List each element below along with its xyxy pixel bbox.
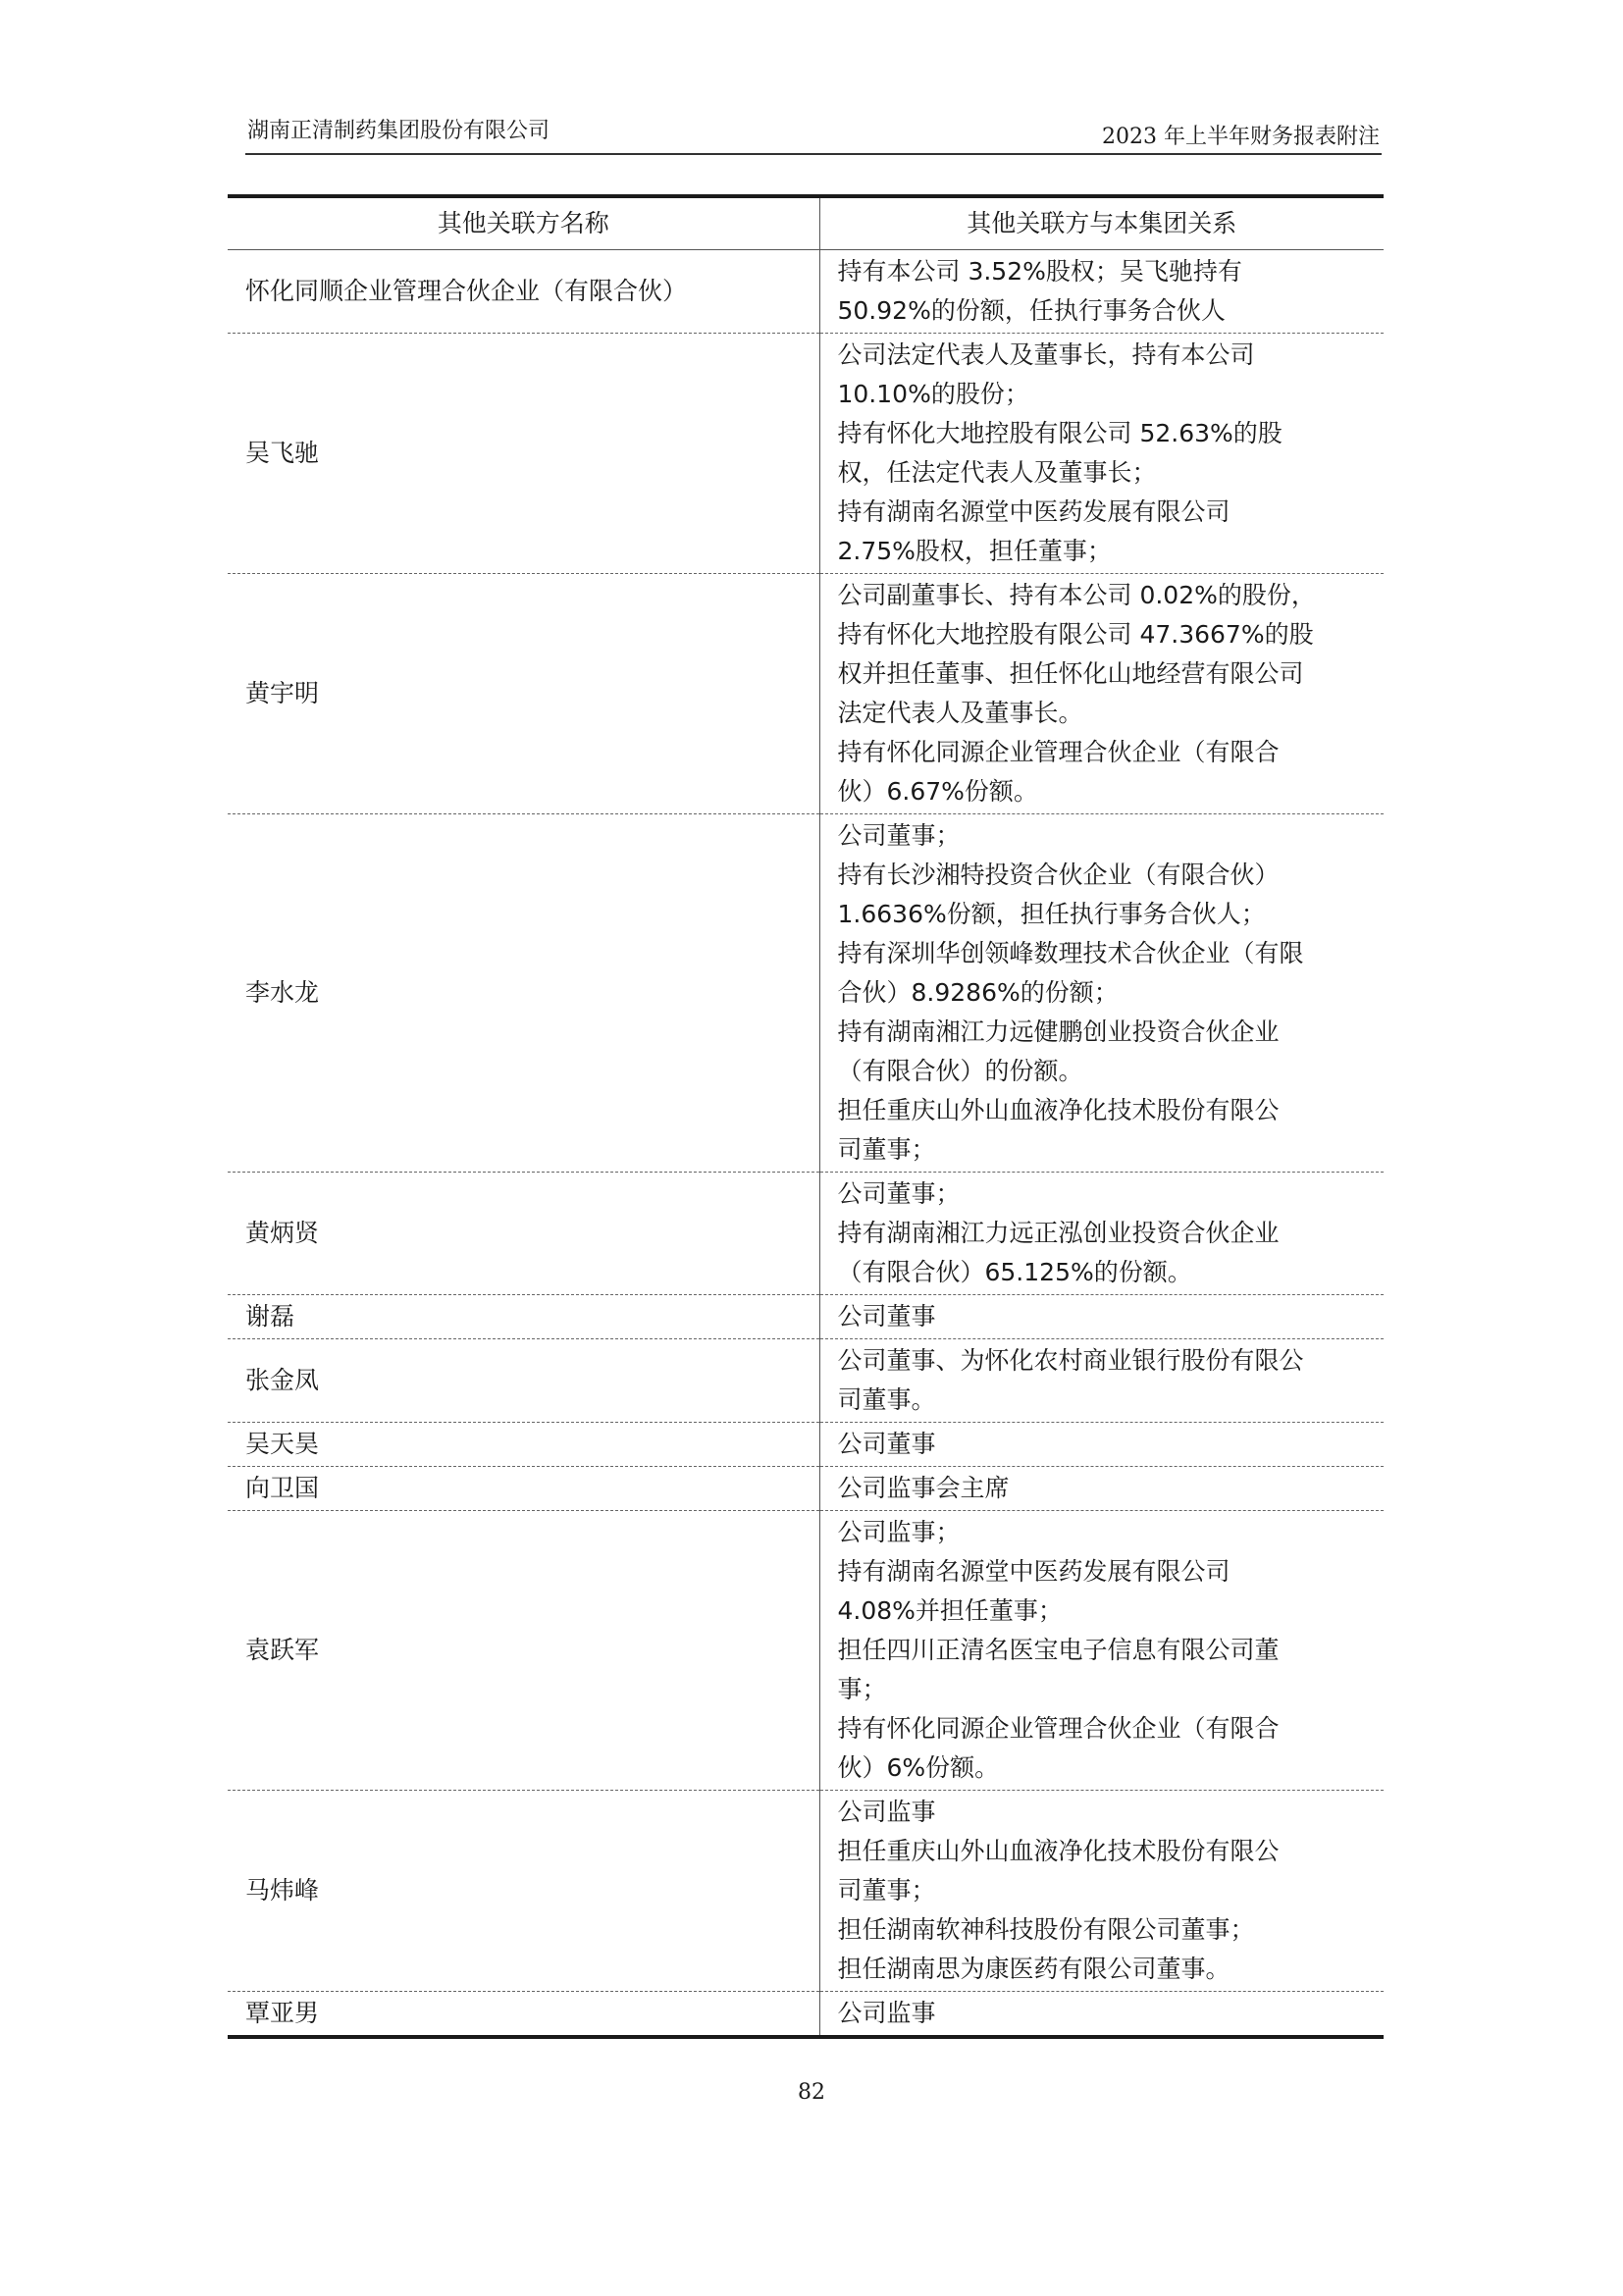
- relationship-line: 司董事。: [837, 1385, 936, 1414]
- relationship-line: 担任湖南软神科技股份有限公司董事；: [837, 1915, 1255, 1944]
- relationship-cell: [819, 334, 1384, 574]
- table-header-row: [228, 196, 1384, 250]
- relationship-line: 公司法定代表人及董事长，持有本公司: [837, 340, 1255, 369]
- column-header-relation: 其他关联方与本集团关系: [819, 196, 1384, 250]
- relationship-line: 持有怀化大地控股有限公司 47.3667%的股: [837, 620, 1314, 649]
- relationship-line: 4.08%并担任董事；: [837, 1596, 1063, 1625]
- related-party-name: 吴飞驰: [228, 334, 819, 574]
- relationship-cell: [819, 1467, 1384, 1511]
- relationship-line: 公司监事会主席: [837, 1474, 1010, 1502]
- relationship-line: 持有湖南湘江力远健鹏创业投资合伙企业: [837, 1018, 1280, 1046]
- page-header: [245, 108, 1382, 155]
- relationship-line: 50.92%的份额，任执行事务合伙人: [837, 296, 1226, 325]
- table-row: [228, 334, 1384, 574]
- relationship-line: 持有湖南名源堂中医药发展有限公司: [837, 497, 1230, 526]
- table-row: [228, 1467, 1384, 1511]
- relationship-line: 公司董事: [837, 1302, 936, 1331]
- relationship-line: 持有怀化同源企业管理合伙企业（有限合: [837, 1714, 1280, 1743]
- relationship-line: 持有湖南湘江力远正泓创业投资合伙企业: [837, 1219, 1280, 1247]
- relationship-cell: [819, 1511, 1384, 1791]
- relationship-line: 公司董事；: [837, 1179, 961, 1208]
- table-row: [228, 1992, 1384, 2038]
- relationship-line: 持有湖南名源堂中医药发展有限公司: [837, 1557, 1230, 1586]
- relationship-line: 持有本公司 3.52%股权；吴飞驰持有: [837, 257, 1242, 286]
- relationship-line: 公司副董事长、持有本公司 0.02%的股份，: [837, 581, 1316, 609]
- relationship-line: 伙）6%份额。: [837, 1753, 1000, 1782]
- relationship-line: 伙）6.67%份额。: [837, 777, 1038, 806]
- relationship-cell: [819, 814, 1384, 1173]
- relationship-cell: [819, 1791, 1384, 1992]
- relationship-line: 持有怀化同源企业管理合伙企业（有限合: [837, 738, 1280, 766]
- relationship-cell: [819, 1173, 1384, 1295]
- column-header-name: 其他关联方名称: [228, 196, 819, 250]
- relationship-line: （有限合伙）的份额。: [837, 1057, 1083, 1085]
- relationship-line: 司董事；: [837, 1135, 936, 1164]
- relationship-line: （有限合伙）65.125%的份额。: [837, 1258, 1192, 1286]
- related-party-name: 黄宇明: [228, 574, 819, 814]
- relationship-line: 合伙）8.9286%的份额；: [837, 978, 1119, 1007]
- related-party-name: 覃亚男: [228, 1992, 819, 2038]
- relationship-line: 公司监事；: [837, 1518, 961, 1546]
- related-party-name: 吴天昊: [228, 1423, 819, 1467]
- relationship-cell: [819, 1339, 1384, 1423]
- relationship-line: 司董事；: [837, 1876, 936, 1905]
- table-row: [228, 1295, 1384, 1339]
- relationship-line: 担任湖南思为康医药有限公司董事。: [837, 1955, 1230, 1983]
- relationship-line: 公司监事: [837, 1999, 936, 2027]
- table-row: [228, 1511, 1384, 1791]
- relationship-line: 10.10%的股份；: [837, 380, 1029, 408]
- relationship-line: 持有深圳华创领峰数理技术合伙企业（有限: [837, 939, 1304, 967]
- table-row: [228, 574, 1384, 814]
- relationship-line: 权，任法定代表人及董事长；: [837, 458, 1157, 487]
- relationship-line: 1.6636%份额，担任执行事务合伙人；: [837, 900, 1266, 928]
- table-row: [228, 814, 1384, 1173]
- related-party-name: 怀化同顺企业管理合伙企业（有限合伙）: [228, 250, 819, 334]
- table-body: [228, 250, 1384, 2038]
- related-party-name: 谢磊: [228, 1295, 819, 1339]
- table-row: [228, 1339, 1384, 1423]
- related-parties-table: [228, 194, 1384, 2039]
- relationship-cell: [819, 250, 1384, 334]
- relationship-line: 公司监事: [837, 1798, 936, 1826]
- relationship-cell: [819, 1423, 1384, 1467]
- relationship-cell: [819, 574, 1384, 814]
- relationship-line: 担任重庆山外山血液净化技术股份有限公: [837, 1096, 1280, 1124]
- relationship-line: 2.75%股权，担任董事；: [837, 537, 1112, 565]
- relationship-line: 公司董事: [837, 1430, 936, 1458]
- relationship-line: 公司董事；: [837, 821, 961, 850]
- table-row: [228, 1173, 1384, 1295]
- relationship-line: 事；: [837, 1675, 887, 1703]
- related-party-name: 向卫国: [228, 1467, 819, 1511]
- relationship-line: 担任四川正清名医宝电子信息有限公司董: [837, 1636, 1280, 1664]
- related-party-name: 袁跃军: [228, 1511, 819, 1791]
- relationship-line: 担任重庆山外山血液净化技术股份有限公: [837, 1837, 1280, 1865]
- report-title: 2023 年上半年财务报表附注: [1102, 125, 1380, 149]
- relationship-line: 持有怀化大地控股有限公司 52.63%的股: [837, 419, 1283, 447]
- relationship-line: 持有长沙湘特投资合伙企业（有限合伙）: [837, 861, 1280, 889]
- table-row: [228, 1791, 1384, 1992]
- relationship-line: 法定代表人及董事长。: [837, 699, 1083, 727]
- table-row: [228, 250, 1384, 334]
- relationship-cell: [819, 1992, 1384, 2038]
- relationship-line: 权并担任董事、担任怀化山地经营有限公司: [837, 659, 1304, 688]
- related-party-name: 马炜峰: [228, 1791, 819, 1992]
- related-party-name: 张金凤: [228, 1339, 819, 1423]
- related-party-name: 李水龙: [228, 814, 819, 1173]
- relationship-line: 公司董事、为怀化农村商业银行股份有限公: [837, 1346, 1304, 1375]
- company-name: 湖南正清制药集团股份有限公司: [247, 119, 550, 143]
- relationship-cell: [819, 1295, 1384, 1339]
- page-number: 82: [798, 2080, 825, 2105]
- table-row: [228, 1423, 1384, 1467]
- related-party-name: 黄炳贤: [228, 1173, 819, 1295]
